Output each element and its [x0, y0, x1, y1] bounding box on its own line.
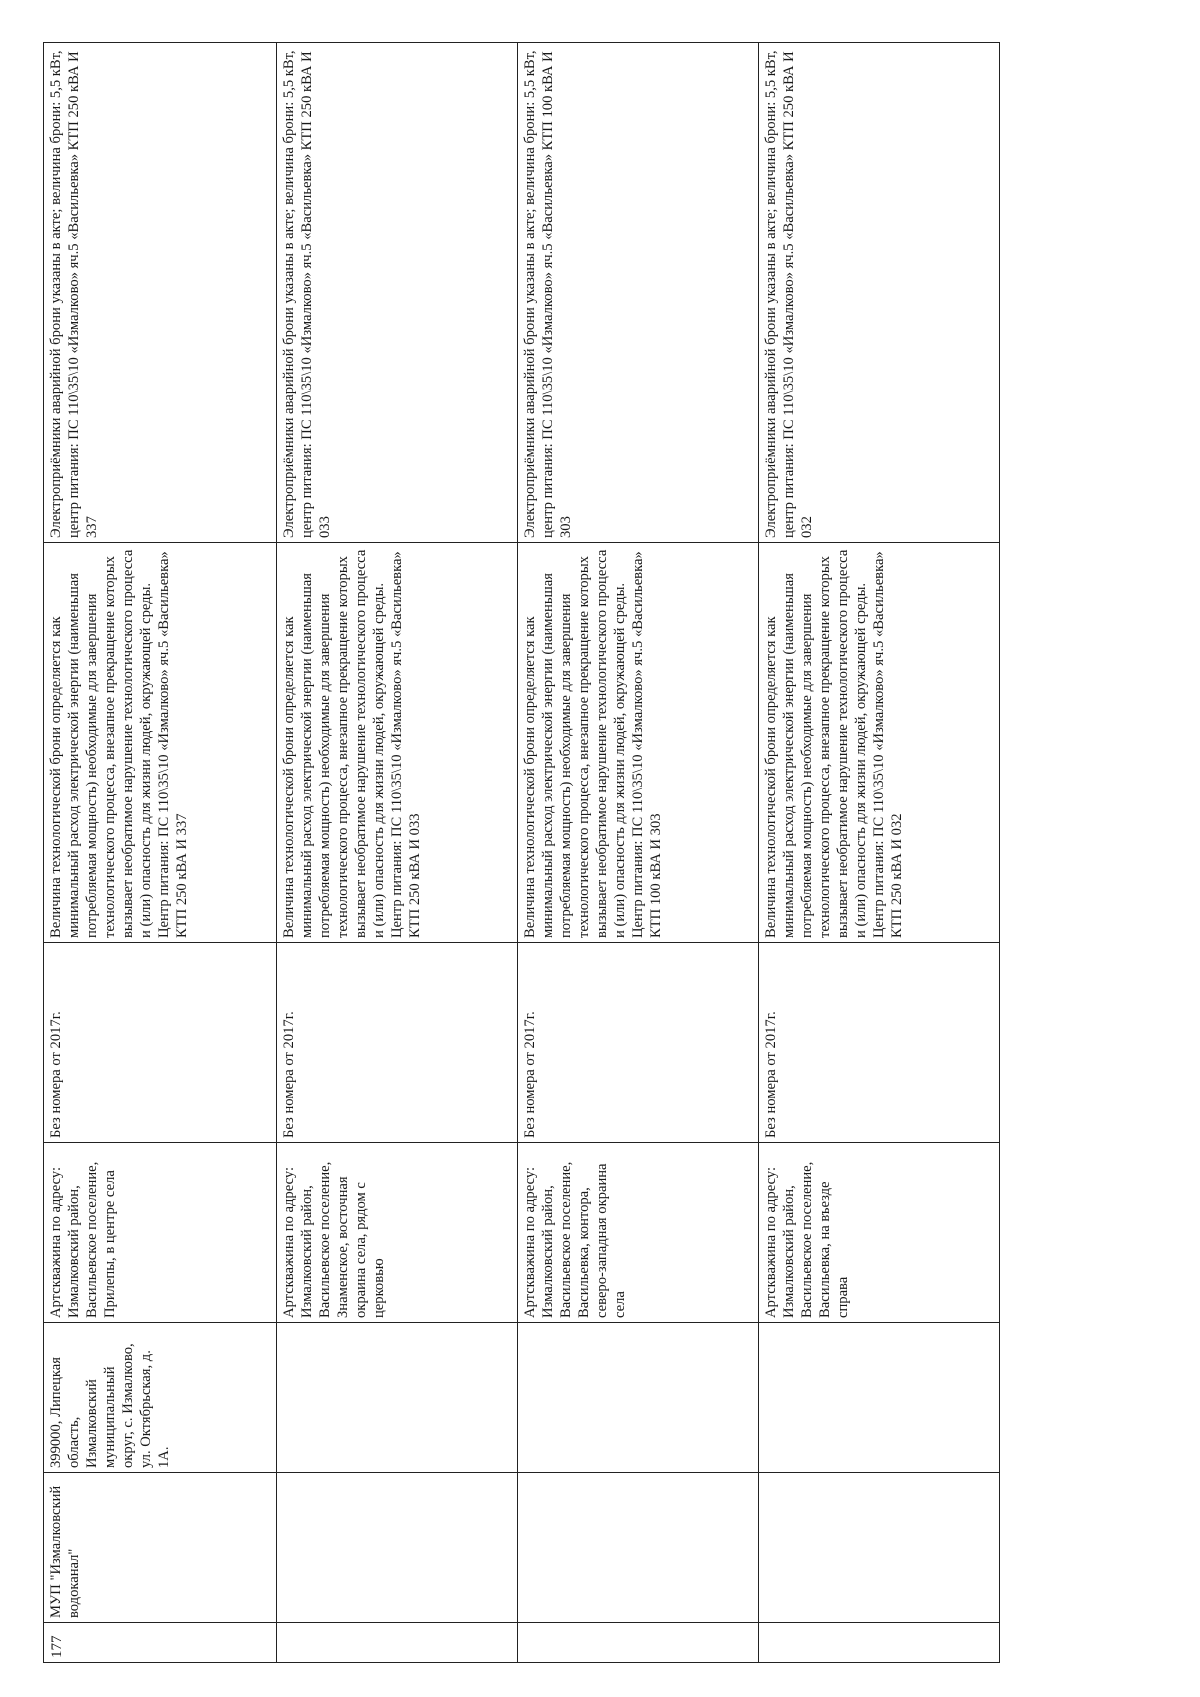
emergency-reserve: Электроприёмники аварийной брони указаны в акте; величина брони: 5,5 кВт, центр питания: ПС 110\35\10 «Измалково» яч.5 «Васильевка» КТП 250 кВА И 033: [277, 43, 518, 543]
object-address: Артскважина по адресу: Измалковский район, Васильевское поселение, Прилепы, в центре села: [44, 1143, 277, 1323]
empty-cell: [518, 1473, 759, 1623]
empty-cell: [759, 1323, 1000, 1473]
table-row: [759, 43, 1000, 1663]
empty-cell: [277, 1473, 518, 1623]
act-reference: Без номера от 2017г.: [44, 943, 277, 1143]
power-reserve-table: [43, 42, 1000, 1663]
empty-cell: [518, 1323, 759, 1473]
act-reference: Без номера от 2017г.: [277, 943, 518, 1143]
empty-cell: [277, 1623, 518, 1663]
act-reference: Без номера от 2017г.: [518, 943, 759, 1143]
emergency-reserve: Электроприёмники аварийной брони указаны в акте; величина брони: 5,5 кВт, центр питания: ПС 110\35\10 «Измалково» яч.5 «Васильевка» КТП 250 кВА И 337: [44, 43, 277, 543]
emergency-reserve: Электроприёмники аварийной брони указаны в акте; величина брони: 5,5 кВт, центр питания: ПС 110\35\10 «Измалково» яч.5 «Васильевка» КТП 100 кВА И 303: [518, 43, 759, 543]
entry-number: 177: [44, 1623, 277, 1663]
empty-cell: [518, 1623, 759, 1663]
empty-cell: [759, 1623, 1000, 1663]
organization-address: 399000, Липецкая область, Измалковский муниципальный округ, с. Измалково, ул. Октябрьская, д. 1А.: [44, 1323, 277, 1473]
table-row: [44, 43, 277, 1663]
rotated-document-sheet: [43, 43, 1183, 1663]
technological-reserve: Величина технологической брони определяется как минимальный расход электрической энергии (наименьшая потребляемая мощность) необходимые для завершения технологического процесса, внезапное прекращение которых вызывает необратимое нарушение технологического процесса и (или) опасность для жизни людей, окружающей среды. Центр питания: ПС 110\35\10 «Измалково» яч.5 «Васильевка» КТП 250 кВА И 032: [759, 543, 1000, 943]
table-row: [277, 43, 518, 1663]
act-reference: Без номера от 2017г.: [759, 943, 1000, 1143]
table-row: [518, 43, 759, 1663]
technological-reserve: Величина технологической брони определяется как минимальный расход электрической энергии (наименьшая потребляемая мощность) необходимые для завершения технологического процесса, внезапное прекращение которых вызывает необратимое нарушение технологического процесса и (или) опасность для жизни людей, окружающей среды. Центр питания: ПС 110\35\10 «Измалково» яч.5 «Васильевка» КТП 250 кВА И 033: [277, 543, 518, 943]
object-address: Артскважина по адресу: Измалковский район, Васильевское поселение, Васильевка, контора, северо-западная окраина села: [518, 1143, 759, 1323]
organization-name: МУП "Измалковский водоканал": [44, 1473, 277, 1623]
technological-reserve: Величина технологической брони определяется как минимальный расход электрической энергии (наименьшая потребляемая мощность) необходимые для завершения технологического процесса, внезапное прекращение которых вызывает необратимое нарушение технологического процесса и (или) опасность для жизни людей, окружающей среды. Центр питания: ПС 110\35\10 «Измалково» яч.5 «Васильевка» КТП 100 кВА И 303: [518, 543, 759, 943]
technological-reserve: Величина технологической брони определяется как минимальный расход электрической энергии (наименьшая потребляемая мощность) необходимые для завершения технологического процесса, внезапное прекращение которых вызывает необратимое нарушение технологического процесса и (или) опасность для жизни людей, окружающей среды. Центр питания: ПС 110\35\10 «Измалково» яч.5 «Васильевка» КТП 250 кВА И 337: [44, 543, 277, 943]
object-address: Артскважина по адресу: Измалковский район, Васильевское поселение, Васильевка, на въезде справа: [759, 1143, 1000, 1323]
empty-cell: [759, 1473, 1000, 1623]
empty-cell: [277, 1323, 518, 1473]
object-address: Артскважина по адресу: Измалковский район, Васильевское поселение, Знаменское, восточная окраина села, рядом с церковью: [277, 1143, 518, 1323]
emergency-reserve: Электроприёмники аварийной брони указаны в акте; величина брони: 5,5 кВт, центр питания: ПС 110\35\10 «Измалково» яч.5 «Васильевка» КТП 250 кВА И 032: [759, 43, 1000, 543]
